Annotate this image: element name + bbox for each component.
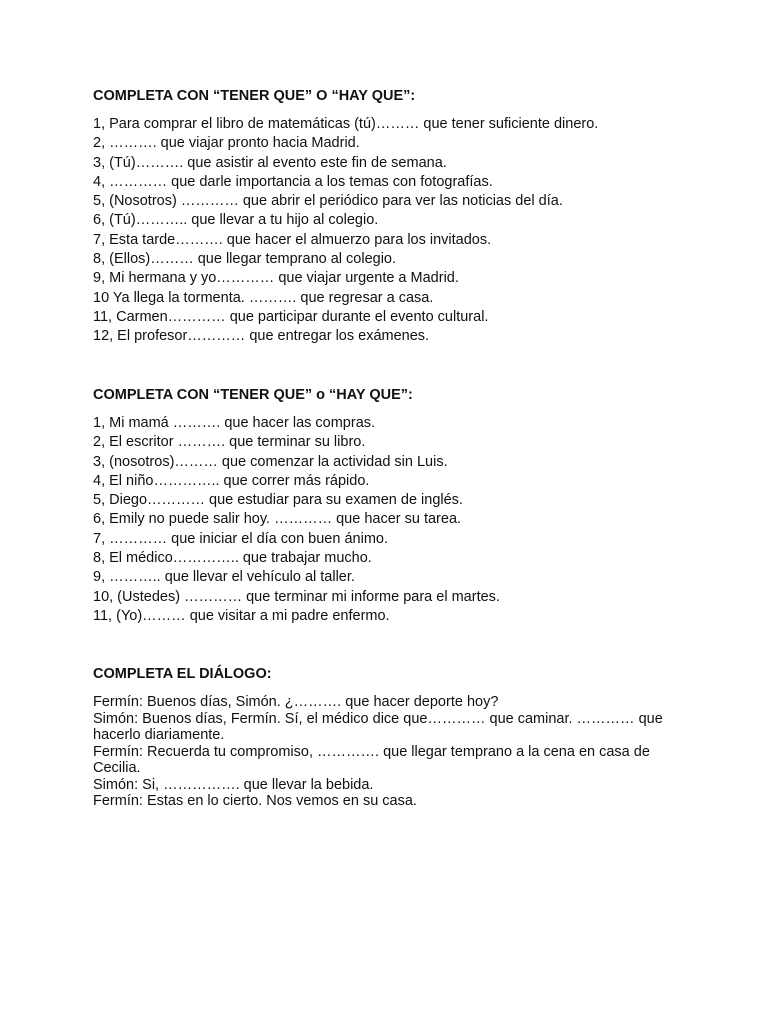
exercise-line: 8, (Ellos)……… que llegar temprano al colegio. [93, 251, 397, 268]
exercise-line: 2, ………. que viajar pronto hacia Madrid. [93, 135, 360, 152]
exercise-line: 4, ………… que darle importancia a los temas con fotografías. [93, 173, 493, 190]
exercise-line: 3, (nosotros)……… que comenzar la actividad sin Luis. [93, 453, 448, 470]
exercise-line: 1, Para comprar el libro de matemáticas (tú)……… que tener suficiente dinero. [93, 116, 599, 132]
exercise-line: 9, Mi hermana y yo………… que viajar urgente a Madrid. [93, 270, 459, 287]
exercise-line: 2, El escritor ………. que terminar su libro. [93, 434, 366, 451]
exercise-line: 10, (Ustedes) ………… que terminar mi informe para el martes. [93, 588, 500, 605]
exercise-line: 6, Emily no puede salir hoy. ………… que hacer su tarea. [93, 511, 462, 528]
dialogue [93, 694, 693, 810]
exercise-line: 6, (Tú)……….. que llevar a tu hijo al colegio. [93, 212, 379, 229]
section-heading: COMPLETA EL DIÁLOGO: [93, 666, 272, 682]
exercise-line: 7, Esta tarde………. que hacer el almuerzo para los invitados. [93, 231, 492, 248]
section-heading: COMPLETA CON “TENER QUE” o “HAY QUE”: [93, 387, 413, 403]
exercise-line: 7, ………… que iniciar el día con buen ánimo. [93, 530, 388, 547]
exercise-line: 8, El médico………….. que trabajar mucho. [93, 550, 372, 567]
exercise-line: 1, Mi mamá ………. que hacer las compras. [93, 415, 376, 431]
dialogue-line: Fermín: Recuerda tu compromiso, …………. que llegar temprano a la cena en casa de Cecilia. [93, 743, 650, 776]
exercise-line: 5, Diego………… que estudiar para su examen de inglés. [93, 492, 463, 509]
dialogue-line: Fermín: Estas en lo cierto. Nos vemos en su casa. [93, 793, 417, 809]
exercise-line: 12, El profesor………… que entregar los exámenes. [93, 328, 430, 345]
exercise-line: 9, ……….. que llevar el vehículo al taller. [93, 569, 355, 586]
exercise-line: 3, (Tú)………. que asistir al evento este fin de semana. [93, 154, 447, 171]
exercise-line: 4, El niño………….. que correr más rápido. [93, 472, 370, 489]
dialogue-line: Simón: Buenos días, Fermín. Sí, el médico dice que………… que caminar. ………… que hacerlo diariamente. [93, 710, 663, 743]
exercise-line: 11, Carmen………… que participar durante el evento cultural. [93, 308, 489, 325]
exercise-list [93, 115, 693, 347]
section-heading: COMPLETA CON “TENER QUE” O “HAY QUE”: [93, 88, 416, 104]
exercise-line: 11, (Yo)……… que visitar a mi padre enfermo. [93, 607, 390, 624]
dialogue-line: Simón: Si, ……………. que llevar la bebida. [93, 776, 374, 793]
dialogue-line: Fermín: Buenos días, Simón. ¿………. que hacer deporte hoy? [93, 694, 499, 710]
exercise-line: 10 Ya llega la tormenta. ………. que regresar a casa. [93, 289, 434, 306]
exercise-list [93, 414, 693, 626]
exercise-line: 5, (Nosotros) ………… que abrir el periódico para ver las noticias del día. [93, 193, 563, 210]
